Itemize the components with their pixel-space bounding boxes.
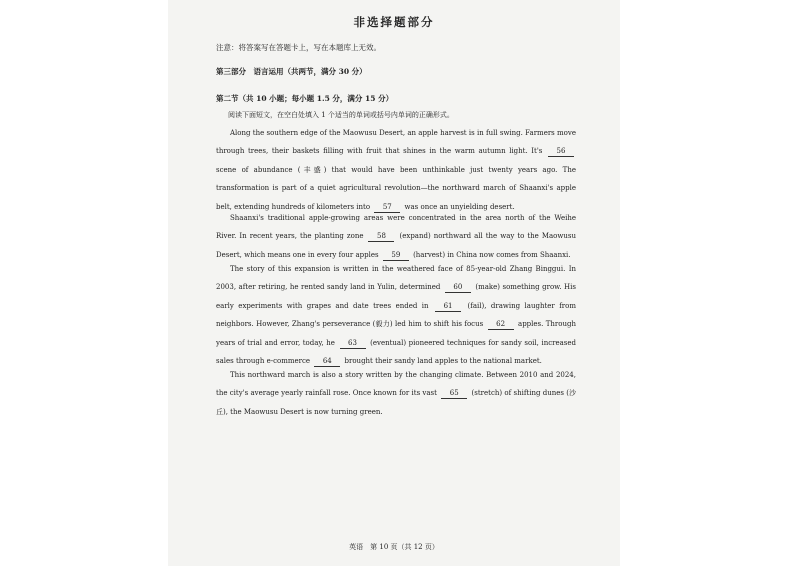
blank-65: 65 bbox=[441, 389, 467, 399]
blank-56: 56 bbox=[548, 147, 574, 157]
section-heading: 第二节（共 10 小题；每小题 1.5 分，满分 15 分） bbox=[216, 94, 394, 103]
blank-58: 58 bbox=[368, 232, 394, 242]
exam-page bbox=[168, 0, 620, 566]
blank-61: 61 bbox=[435, 302, 461, 312]
blank-62: 62 bbox=[488, 320, 514, 330]
blank-57: 57 bbox=[374, 203, 400, 213]
blank-63: 63 bbox=[340, 339, 366, 349]
answer-note: 注意：将答案写在答题卡上，写在本题库上无效。 bbox=[216, 43, 381, 52]
page-footer: 英语 第 10 页（共 12 页） bbox=[349, 543, 439, 551]
paragraph-4: This northward march is also a story written by the changing climate. Between 2010 and 2024, the city's average yearly rainfall rose. Once known for its vast 65 (stretch) of shifting dunes (沙丘), the Maowusu Desert is now turning green. bbox=[216, 371, 576, 416]
part-heading: 第三部分 语言运用（共两节，满分 30 分） bbox=[216, 67, 367, 76]
blank-60: 60 bbox=[445, 283, 471, 293]
paragraph-2: Shaanxi's traditional apple-growing areas were concentrated in the area north of the Weihe River. In recent years, the planting zone 58 (expand) northward all the way to the Maowusu Desert, which means one in every four apples 59 (harvest) in China now comes from Shaanxi. bbox=[216, 214, 576, 259]
paragraph-1: Along the southern edge of the Maowusu Desert, an apple harvest is in full swing. Farmers move through trees, their baskets filling with fruit that shines in the warm autumn light. It's 56 scene of abundance (丰盛) that would have been unthinkable just twenty years ago. The transformation is part of a quiet agricultural revolution—the northward march of Shaanxi's apple belt, extending hundreds of kilometers into 57 was once an unyielding desert. bbox=[216, 129, 576, 211]
instruction-text: 阅读下面短文，在空白处填入 1 个适当的单词或括号内单词的正确形式。 bbox=[228, 111, 454, 119]
page-title: 非选择题部分 bbox=[353, 15, 435, 29]
blank-59: 59 bbox=[383, 251, 409, 261]
paragraph-3: The story of this expansion is written in the weathered face of 85-year-old Zhang Binggui. In 2003, after retiring, he rented sandy land in Yulin, determined 60 (make) something grow. His early experiments with grapes and date trees ended in 61 (fail), drawing laughter from neighbors. However, Zhang's perseverance (毅力) led him to shift his focus 62 apples. Through years of trial and error, today, he 63 (eventual) pioneered techniques for sandy soil, increased sales through e-commerce 64 brought their sandy land apples to the national market. bbox=[216, 265, 577, 366]
blank-64: 64 bbox=[314, 357, 340, 367]
